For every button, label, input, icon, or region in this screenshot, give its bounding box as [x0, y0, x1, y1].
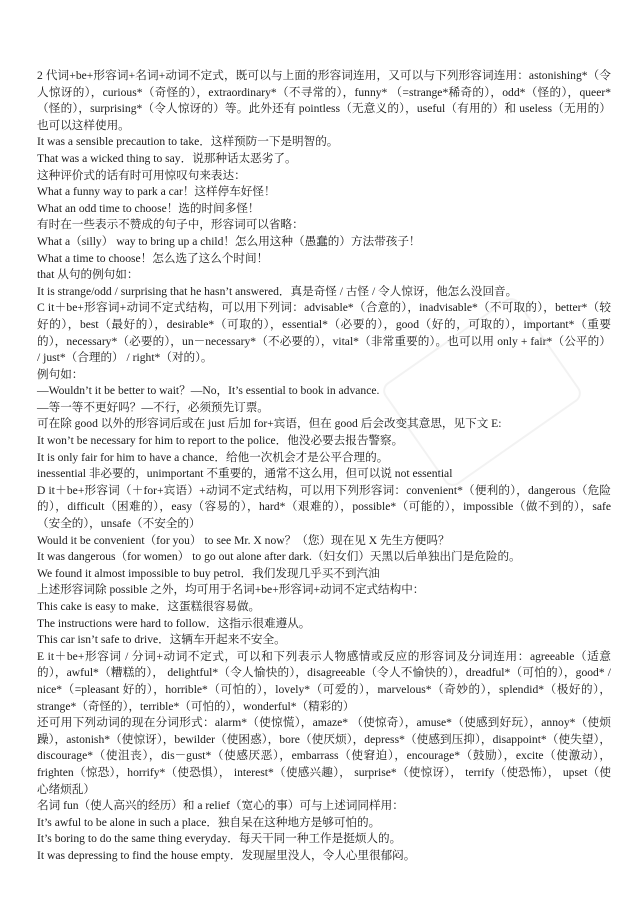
note-text: inessential 非必要的，unimportant 不重要的，通常不这么用，但可以说 not essential	[37, 467, 453, 481]
note-text: 例句如：	[37, 367, 84, 381]
example-sentence: It is strange/odd / surprising that he hasn’t answered．真是奇怪 / 古怪 / 令人惊讶，他怎么没回音。	[37, 284, 518, 298]
note-text: that 从句的例句如：	[37, 268, 139, 282]
example-sentence: What a（silly） way to bring up a child！怎么用这种（愚蠢的）方法带孩子！	[37, 234, 421, 248]
note-text: 这种评价式的话有时可用惊叹句来表达：	[37, 168, 246, 182]
example-sentence: It was depressing to find the house empty．发现屋里没人，令人心里很郁闷。	[37, 848, 416, 862]
section-c-heading: C it＋be+形容词+动词不定式结构，可以用下列词：advisable*（合意的），inadvisable*（不可取的），better*（较好的），best（最好的），desirable*（可取的），essential*（必要的），good（好的，可取的），important*（重要的），necessary*（必要的），un－necessary*（不必要的），vital*（非常重要的）。也可以用 only + fair*（公平的） / just*（合理的） / right*（对的）。	[37, 301, 611, 365]
example-sentence: It was dangerous（for women） to go out alone after dark.（妇女们）天黑以后单独出门是危险的。	[37, 550, 521, 564]
section-d-heading: D it＋be+形容词（＋for+宾语）+动词不定式结构，可以用下列形容词：convenient*（便利的），dangerous（危险的），difficult（困难的），easy（容易的），hard*（艰难的），possible*（可能的），impossible（做不到的），safe（安全的），unsafe（不安全的）	[37, 483, 611, 531]
example-sentence: The instructions were hard to follow．这指示很难遵从。	[37, 616, 311, 630]
paragraph-intro-pronoun-structure: 2 代词+be+形容词+名词+动词不定式，既可以与上面的形容词连用，又可以与下列形容词连用：astonishing*（令人惊讶的），curious*（奇怪的），extraordinary*（不寻常的），funny* （=strange*稀奇的），odd*（怪的），queer*（怪的），surprising*（令人惊讶的）等。此外还有 pointless（无意义的），useful（有用的）和 useless（无用的）也可以这样使用。	[37, 69, 611, 132]
example-sentence: It is only fair for him to have a chance．给他一次机会才是公平合理的。	[37, 450, 389, 464]
example-sentence: It was a sensible precaution to take．这样预防一下是明智的。	[37, 135, 339, 149]
participle-list: 还可用下列动词的现在分词形式：alarm*（使惊慌），amaze* （使惊奇），amuse*（使感到好玩），annoy*（使烦躁），astonish*（使惊讶），bewilder（使困惑），bore（使厌烦），depress*（使感到压抑），disappoint*（使失望），discourage*（使沮丧），dis－gust*（使感厌恶），embarrass（使窘迫），encourage*（鼓励），excite（使激动）， frighten（惊恐），horrify*（使恐惧）， interest*（使感兴趣）， surprise*（使惊讶）， terrify（使恐怖）， upset（使心绪烦乱）	[37, 716, 611, 796]
note-text: 名词 fun（使人高兴的经历）和 a relief（宽心的事）可与上述词同样用：	[37, 799, 404, 813]
example-sentence: What a funny way to park a car！这样停车好怪！	[37, 185, 276, 199]
example-sentence: This cake is easy to make．这蛋糕很容易做。	[37, 600, 261, 613]
example-sentence: What a time to choose！怎么选了这么个时间！	[37, 251, 269, 265]
note-text: 可在除 good 以外的形容词后或在 just 后加 for+宾语，但在 good 后会改变其意思，见下文 E:	[37, 417, 502, 431]
example-sentence: —等一等不更好吗？—不行，必须预先订票。	[37, 400, 269, 414]
example-sentence: —Wouldn’t it be better to wait？—No，It’s essential to book in advance.	[37, 384, 380, 398]
example-sentence: It won’t be necessary for him to report to the police．他没必要去报告警察。	[37, 434, 404, 448]
example-sentence: That was a wicked thing to say．说那种话太恶劣了。	[37, 151, 297, 165]
example-sentence: We found it almost impossible to buy petrol．我们发现几乎买不到汽油	[37, 566, 380, 580]
example-sentence: It’s boring to do the same thing everyday．每天干同一种工作是挺烦人的。	[37, 832, 402, 846]
example-sentence: This car isn’t safe to drive．这辆车开起来不安全。	[37, 633, 286, 647]
example-sentence: It’s awful to be alone in such a place．独自呆在这种地方是够可怕的。	[37, 815, 381, 829]
example-sentence: Would it be convenient（for you） to see Mr. X now？（您）现在见 X 先生方便吗？	[37, 533, 450, 547]
note-text: 上述形容词除 possible 之外，均可用于名词+be+形容词+动词不定式结构中：	[37, 583, 425, 597]
document-body	[37, 68, 611, 865]
note-text: 有时在一些表示不赞成的句子中，形容词可以省略：	[37, 218, 304, 232]
example-sentence: What an odd time to choose！选的时间多怪！	[37, 201, 260, 215]
section-e-heading: E it＋be+形容词 / 分词+动词不定式，可以和下列表示人物感情或反应的形容词及分词连用：agreeable（适意的），awful*（糟糕的）， delightful*（令人愉快的），disagreeable（令人不愉快的），dreadful*（可怕的），good* / nice*（=pleasant 好的），horrible*（可怕的），lovely*（可爱的），marvelous*（奇妙的），splendid*（极好的），strange*（奇怪的），terrible*（可怕的），wonderful*（精彩的）	[37, 649, 611, 713]
